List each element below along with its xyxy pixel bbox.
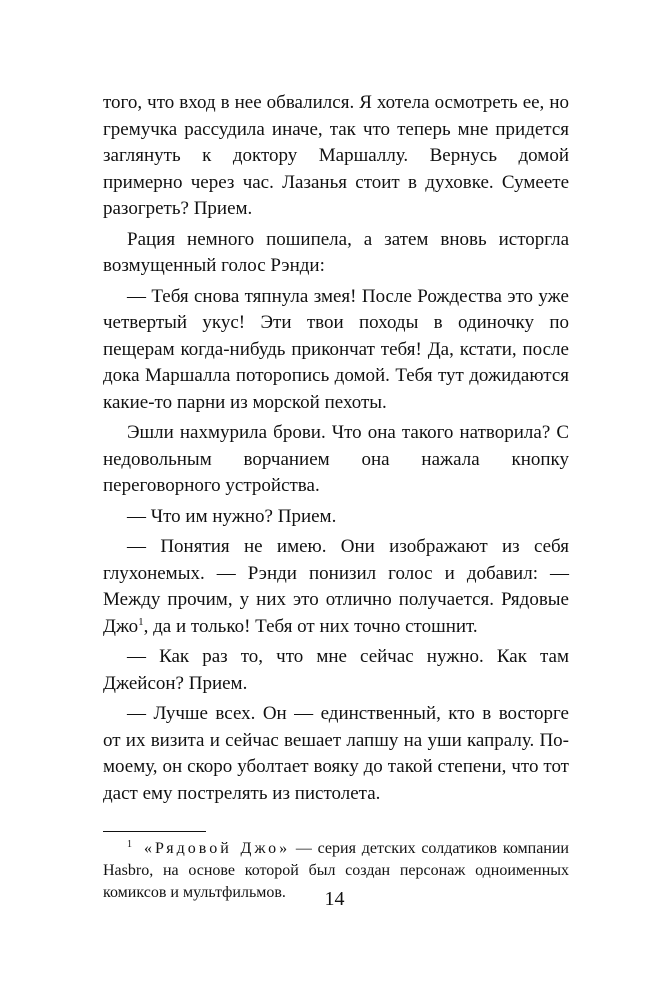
paragraph-4: Эшли нахмурила брови. Что она такого натворила? С недовольным ворчанием она нажала кнопку переговорного устройства. xyxy=(103,422,569,496)
paragraph-1: того, что вход в нее обвалился. Я хотела осмотреть ее, но гремучка рассудила иначе, так что теперь мне придется заглянуть к доктору Маршаллу. Вернусь домой примерно через час. Лазанья стоит в духовке. Сумеете разогреть? Прием. xyxy=(103,92,569,219)
page-content xyxy=(103,90,569,904)
page-number: 14 xyxy=(324,888,345,910)
footnote-title: «Рядовой Джо» xyxy=(144,840,291,857)
paragraph-3: — Тебя снова тяпнула змея! После Рождества это уже четвертый укус! Эти твои походы в одиночку по пещерам когда-нибудь прикончат тебя! Да, кстати, после дока Маршалла поторопись домой. Тебя тут дожидаются какие-то парни из морской пехоты. xyxy=(103,285,569,413)
paragraph-2: Рация немного пошипела, а затем вновь исторгла возмущенный голос Рэнди: xyxy=(103,228,569,276)
footnote-reference: 1 xyxy=(138,615,144,628)
footnote-divider xyxy=(103,831,206,832)
body-text xyxy=(103,90,569,807)
paragraph-7: — Как раз то, что мне сейчас нужно. Как там Джейсон? Прием. xyxy=(103,646,569,694)
paragraph-6-text-after: , да и только! Тебя от них точно стошнит. xyxy=(143,615,478,637)
paragraph-6 xyxy=(103,534,569,640)
paragraph-6-text-before: — Понятия не имею. Они изображают из себя глухонемых. — Рэнди понизил голос и добавил: — Между прочим, у них это отлично получается. Рядовые Джо xyxy=(103,536,569,637)
footnote-mark: 1 xyxy=(127,839,132,850)
paragraph-5: — Что им нужно? Прием. xyxy=(127,505,337,527)
paragraph-8: — Лучше всех. Он — единственный, кто в восторге от их визита и сейчас вешает лапшу на уши капралу. По-моему, он скоро уболтает вояку до такой степени, что тот даст ему пострелять из пистолета. xyxy=(103,703,569,804)
footnote-text: — серия детских солдатиков компании Hasbro, на основе которой был создан персонаж одноименных комиксов и мультфильмов. xyxy=(103,840,569,901)
